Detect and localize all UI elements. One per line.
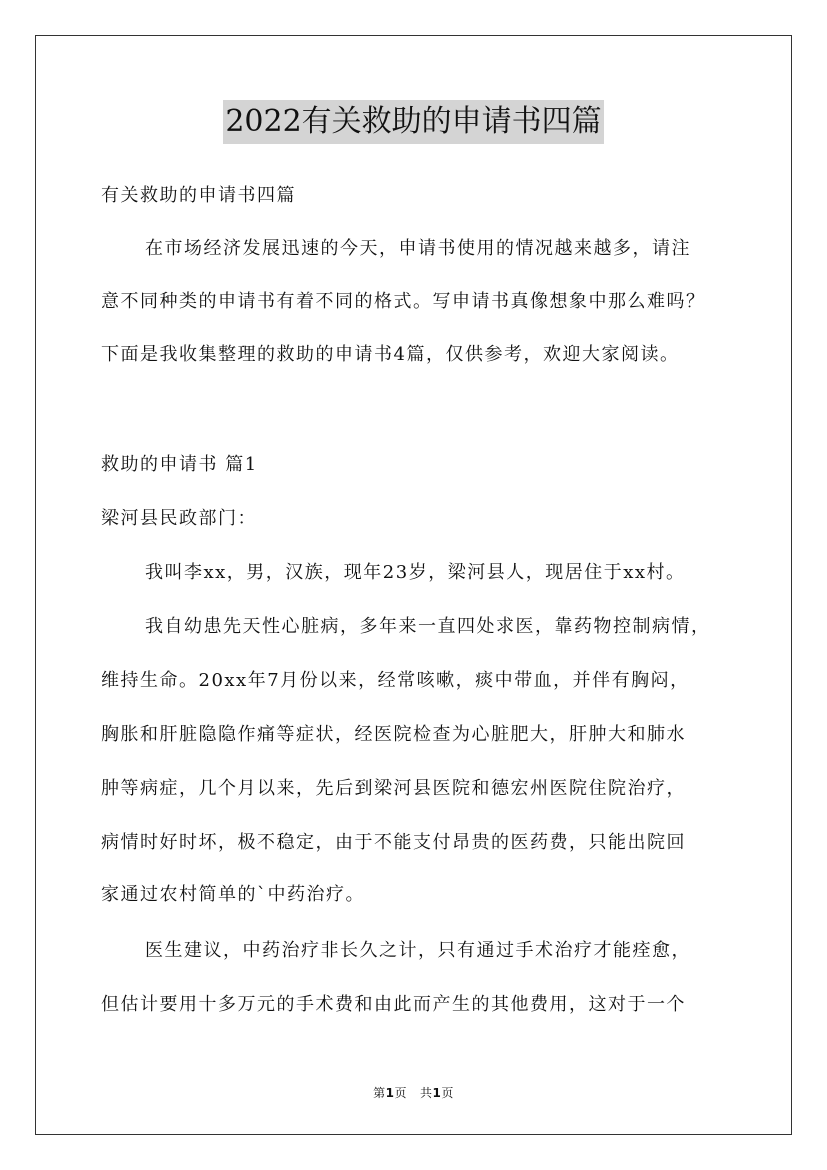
paragraph-line: 病情时好时坏，极不稳定，由于不能支付昂贵的医药费，只能出院回: [101, 832, 686, 853]
page-label-prefix: 第: [373, 1086, 386, 1100]
addressee-line: 梁河县民政部门：: [101, 508, 257, 529]
total-suffix: 页: [441, 1086, 454, 1100]
page-footer: [0, 1084, 827, 1101]
total-pages: 1: [432, 1086, 442, 1100]
paragraph-line: 家通过农村简单的`中药治疗。: [101, 884, 365, 905]
paragraph-line: 我叫李xx，男，汉族，现年23岁，梁河县人，现居住于xx村。: [145, 562, 686, 583]
paragraph-line: 但估计要用十多万元的手术费和由此而产生的其他费用，这对于一个: [101, 994, 686, 1015]
page-label-mid: 页: [394, 1086, 408, 1100]
paragraph-line: 意不同种类的申请书有着不同的格式。写申请书真像想象中那么难吗？: [101, 291, 706, 312]
paragraph-line: 维持生命。20xx年7月份以来，经常咳嗽，痰中带血，并伴有胸闷，: [101, 670, 690, 691]
page-number: 1: [385, 1086, 395, 1100]
paragraph-line: 下面是我收集整理的救助的申请书4篇，仅供参考，欢迎大家阅读。: [101, 344, 680, 365]
total-prefix: 共: [419, 1086, 433, 1100]
title-container: [0, 100, 827, 144]
paragraph-line: 肿等病症，几个月以来，先后到梁河县医院和德宏州医院住院治疗，: [101, 778, 686, 799]
document-title: 2022有关救助的申请书四篇: [223, 100, 603, 144]
section-heading: 救助的申请书 篇1: [101, 454, 258, 475]
paragraph-line: 我自幼患先天性心脏病，多年来一直四处求医，靠药物控制病情，: [145, 616, 711, 637]
subtitle-line: 有关救助的申请书四篇: [101, 185, 296, 206]
paragraph-line: 医生建议，中药治疗非长久之计，只有通过手术治疗才能痊愈，: [145, 940, 691, 961]
paragraph-line: 胸胀和肝脏隐隐作痛等症状，经医院检查为心脏肥大，肝肿大和肺水: [101, 724, 686, 745]
paragraph-line: 在市场经济发展迅速的今天，申请书使用的情况越来越多，请注: [145, 238, 691, 259]
